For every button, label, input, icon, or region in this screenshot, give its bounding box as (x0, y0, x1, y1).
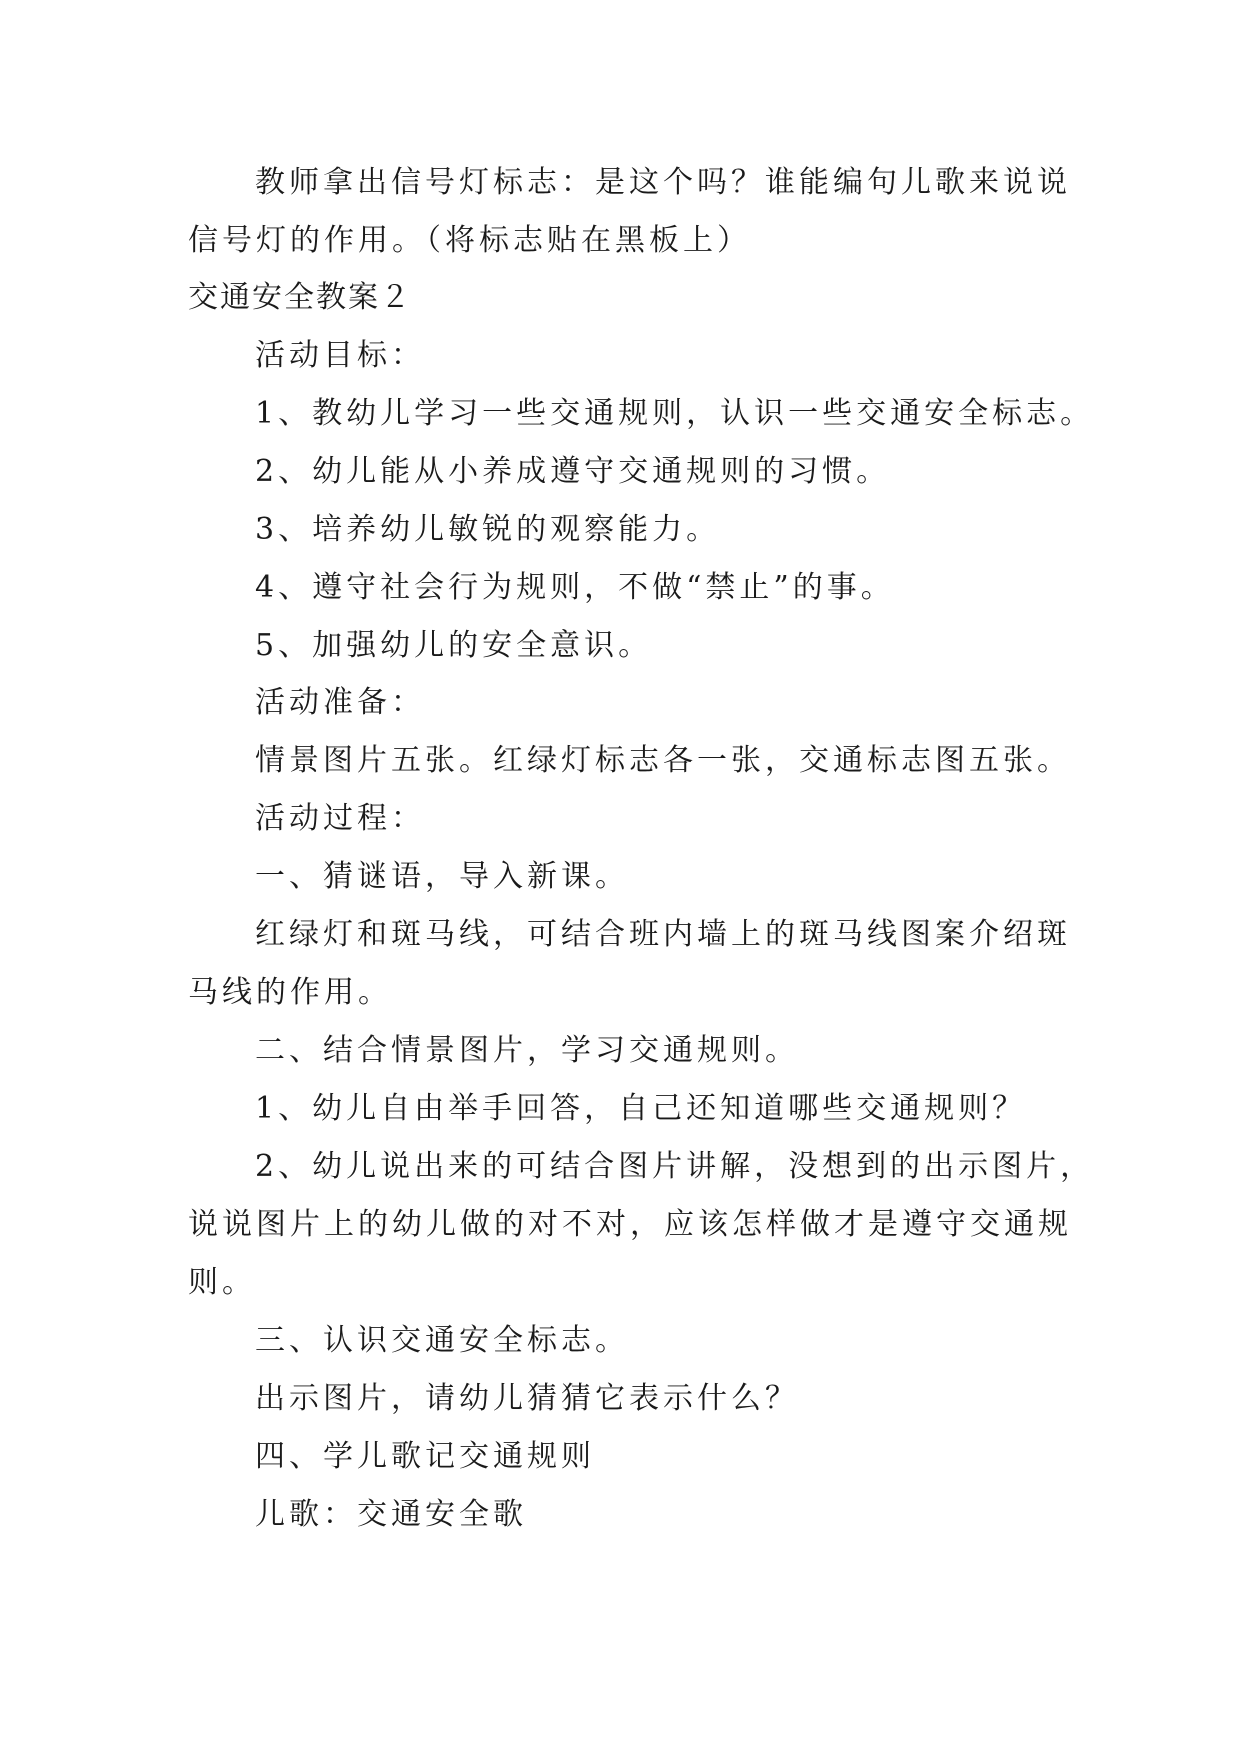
paragraph-line: 活动目标： (255, 338, 425, 373)
list-item: 4、遵守社会行为规则，不做“禁止”的事。 (255, 570, 895, 605)
list-item: 1、教幼儿学习一些交通规则，认识一些交通安全标志。 (255, 396, 1095, 431)
paragraph-line: 儿歌：交通安全歌 (255, 1497, 527, 1532)
paragraph-line: 教师拿出信号灯标志：是这个吗？谁能编句儿歌来说说 (255, 165, 1071, 200)
section-heading: 交通安全教案２ (188, 280, 412, 315)
list-item: 1、幼儿自由举手回答，自己还知道哪些交通规则？ (255, 1091, 1027, 1126)
paragraph-line: 一、猜谜语，导入新课。 (255, 859, 629, 894)
list-item: 5、加强幼儿的安全意识。 (255, 628, 653, 663)
paragraph-line: 情景图片五张。红绿灯标志各一张，交通标志图五张。 (255, 743, 1071, 778)
paragraph-line: 三、认识交通安全标志。 (255, 1323, 629, 1358)
paragraph-line: 马线的作用。 (188, 975, 392, 1010)
list-item: 3、培养幼儿敏锐的观察能力。 (255, 512, 721, 547)
paragraph-line: 四、学儿歌记交通规则 (255, 1439, 595, 1474)
paragraph-line: 二、结合情景图片，学习交通规则。 (255, 1033, 799, 1068)
paragraph-line: 活动准备： (255, 685, 425, 720)
paragraph-line: 红绿灯和斑马线，可结合班内墙上的斑马线图案介绍斑 (255, 917, 1071, 952)
list-item: 2、幼儿说出来的可结合图片讲解，没想到的出示图片， (255, 1149, 1095, 1184)
paragraph-line: 出示图片，请幼儿猜猜它表示什么？ (255, 1381, 799, 1416)
paragraph-line: 说说图片上的幼儿做的对不对，应该怎样做才是遵守交通规 (188, 1207, 1072, 1242)
paragraph-line: 则。 (188, 1265, 256, 1300)
paragraph-line: 信号灯的作用。（将标志贴在黑板上） (188, 223, 751, 258)
paragraph-line: 活动过程： (255, 801, 425, 836)
list-item: 2、幼儿能从小养成遵守交通规则的习惯。 (255, 454, 891, 489)
